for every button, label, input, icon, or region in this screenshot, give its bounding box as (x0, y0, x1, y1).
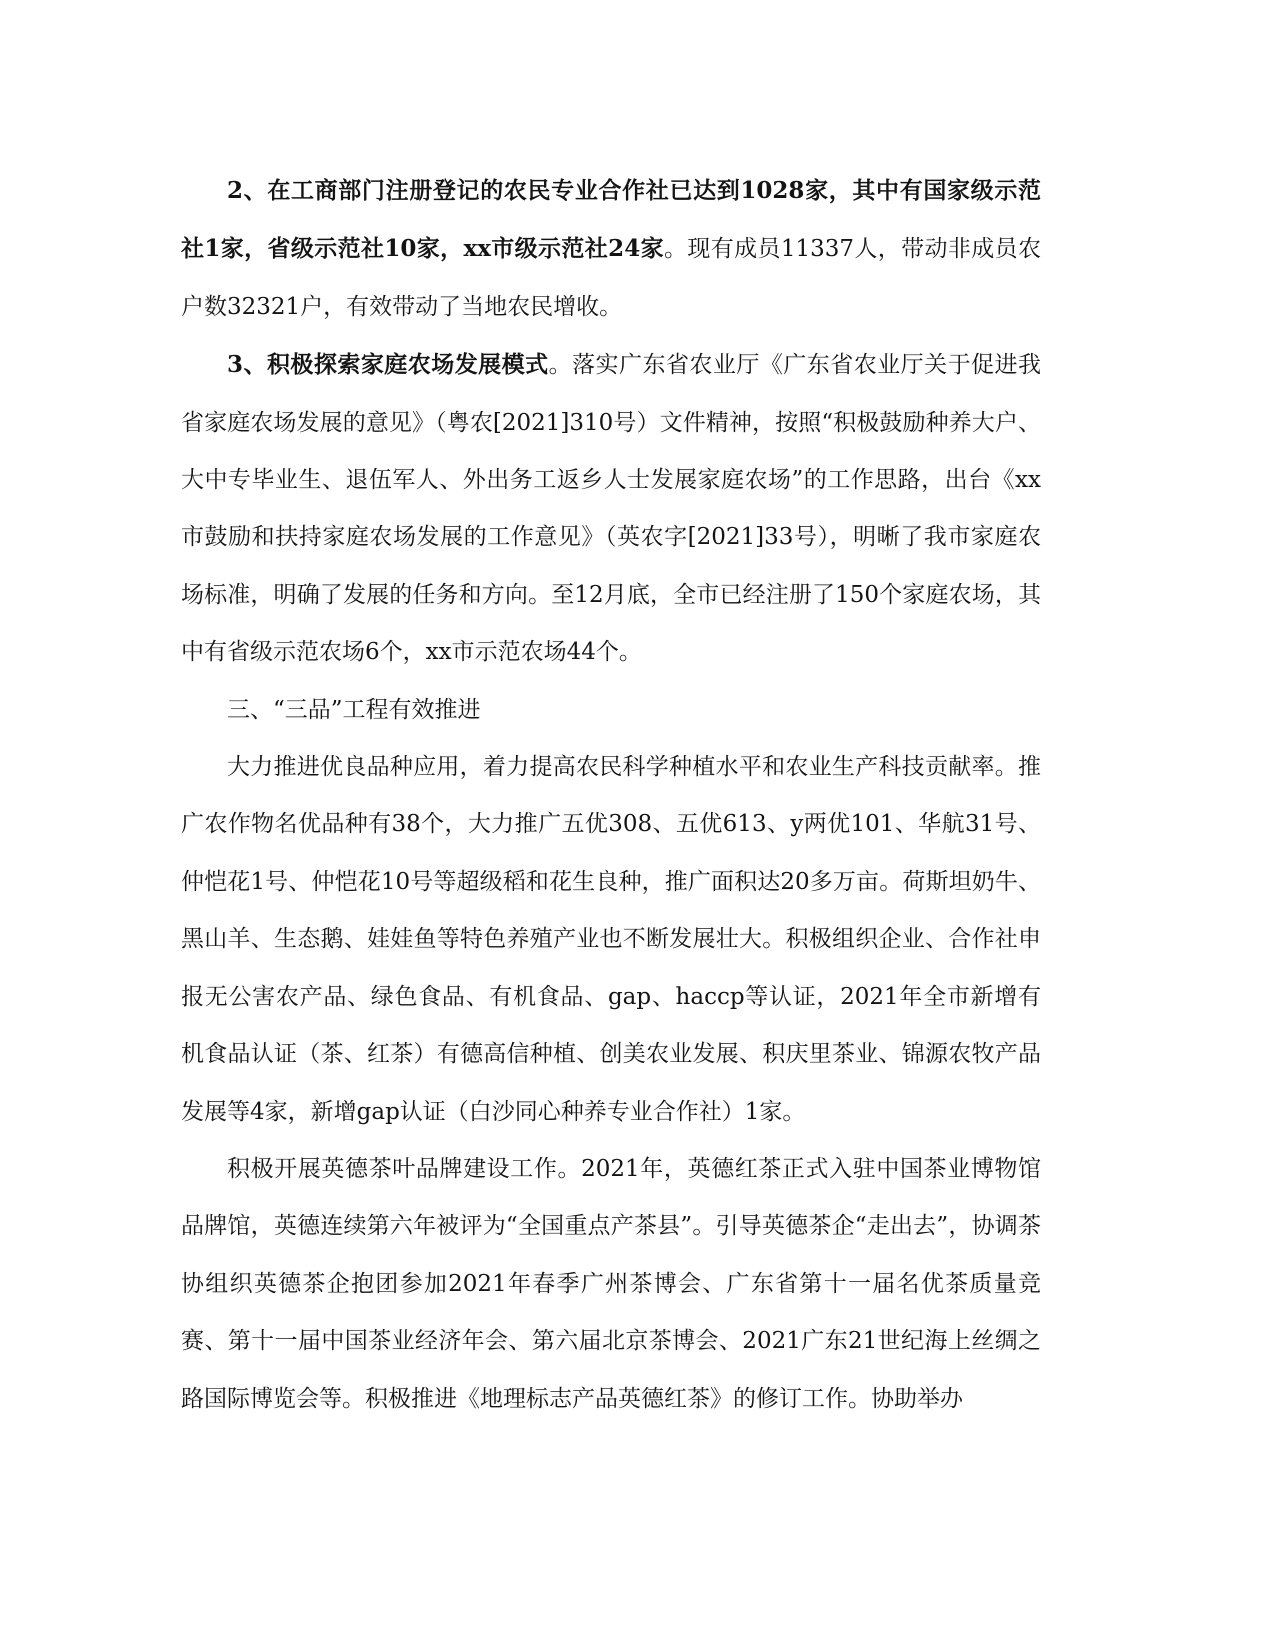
paragraph-cooperatives (181, 162, 1041, 336)
paragraph-lead: 3、积极探索家庭农场发展模式 (227, 351, 549, 379)
paragraph-text: 。现有成员11337人，带动非成员农户数32321户，有效带动了当地农民增收。 (181, 236, 1041, 320)
paragraph-lead: 2、在工商部门注册登记的农民专业合作社已达到1028家，其中有国家级示范社1家，省级示范社10家，xx市级示范社24家 (181, 177, 1041, 263)
paragraph-family-farms (181, 336, 1041, 681)
section-heading-text: 三、“三品”工程有效推进 (227, 696, 481, 723)
paragraph-varieties (181, 739, 1041, 1141)
paragraph-text: 大力推进优良品种应用，着力提高农民科学种植水平和农业生产科技贡献率。推广农作物名优品种有38个，大力推广五优308、五优613、y两优101、华航31号、仲恺花1号、仲恺花10号等超级稻和花生良种，推广面积达20多万亩。荷斯坦奶牛、黑山羊、生态鹅、娃娃鱼等特色养殖产业也不断发展壮大。积极组织企业、合作社申报无公害农产品、绿色食品、有机食品、gap、haccp等认证，2021年全市新增有机食品认证（茶、红茶）有德高信种植、创美农业发展、积庆里茶业、锦源农牧产品发展等4家，新增gap认证（白沙同心种养专业合作社）1家。 (181, 754, 1041, 1125)
paragraph-tea-brand (181, 1141, 1041, 1428)
document-body (181, 162, 1041, 1428)
section-heading (181, 682, 1041, 739)
paragraph-text: 。落实广东省农业厅《广东省农业厅关于促进我省家庭农场发展的意见》（粤农[2021]310号）文件精神，按照“积极鼓励种养大户、大中专毕业生、退伍军人、外出务工返乡人士发展家庭农场”的工作思路，出台《xx市鼓励和扶持家庭农场发展的工作意见》（英农字[2021]33号），明晰了我市家庭农场标准，明确了发展的任务和方向。至12月底，全市已经注册了150个家庭农场，其中有省级示范农场6个，xx市示范农场44个。 (181, 352, 1041, 666)
paragraph-text: 积极开展英德茶叶品牌建设工作。2021年，英德红茶正式入驻中国茶业博物馆品牌馆，英德连续第六年被评为“全国重点产茶县”。引导英德茶企“走出去”，协调茶协组织英德茶企抱团参加2021年春季广州茶博会、广东省第十一届名优茶质量竞赛、第十一届中国茶业经济年会、第六届北京茶博会、2021广东21世纪海上丝绸之路国际博览会等。积极推进《地理标志产品英德红茶》的修订工作。协助举办 (181, 1155, 1041, 1412)
